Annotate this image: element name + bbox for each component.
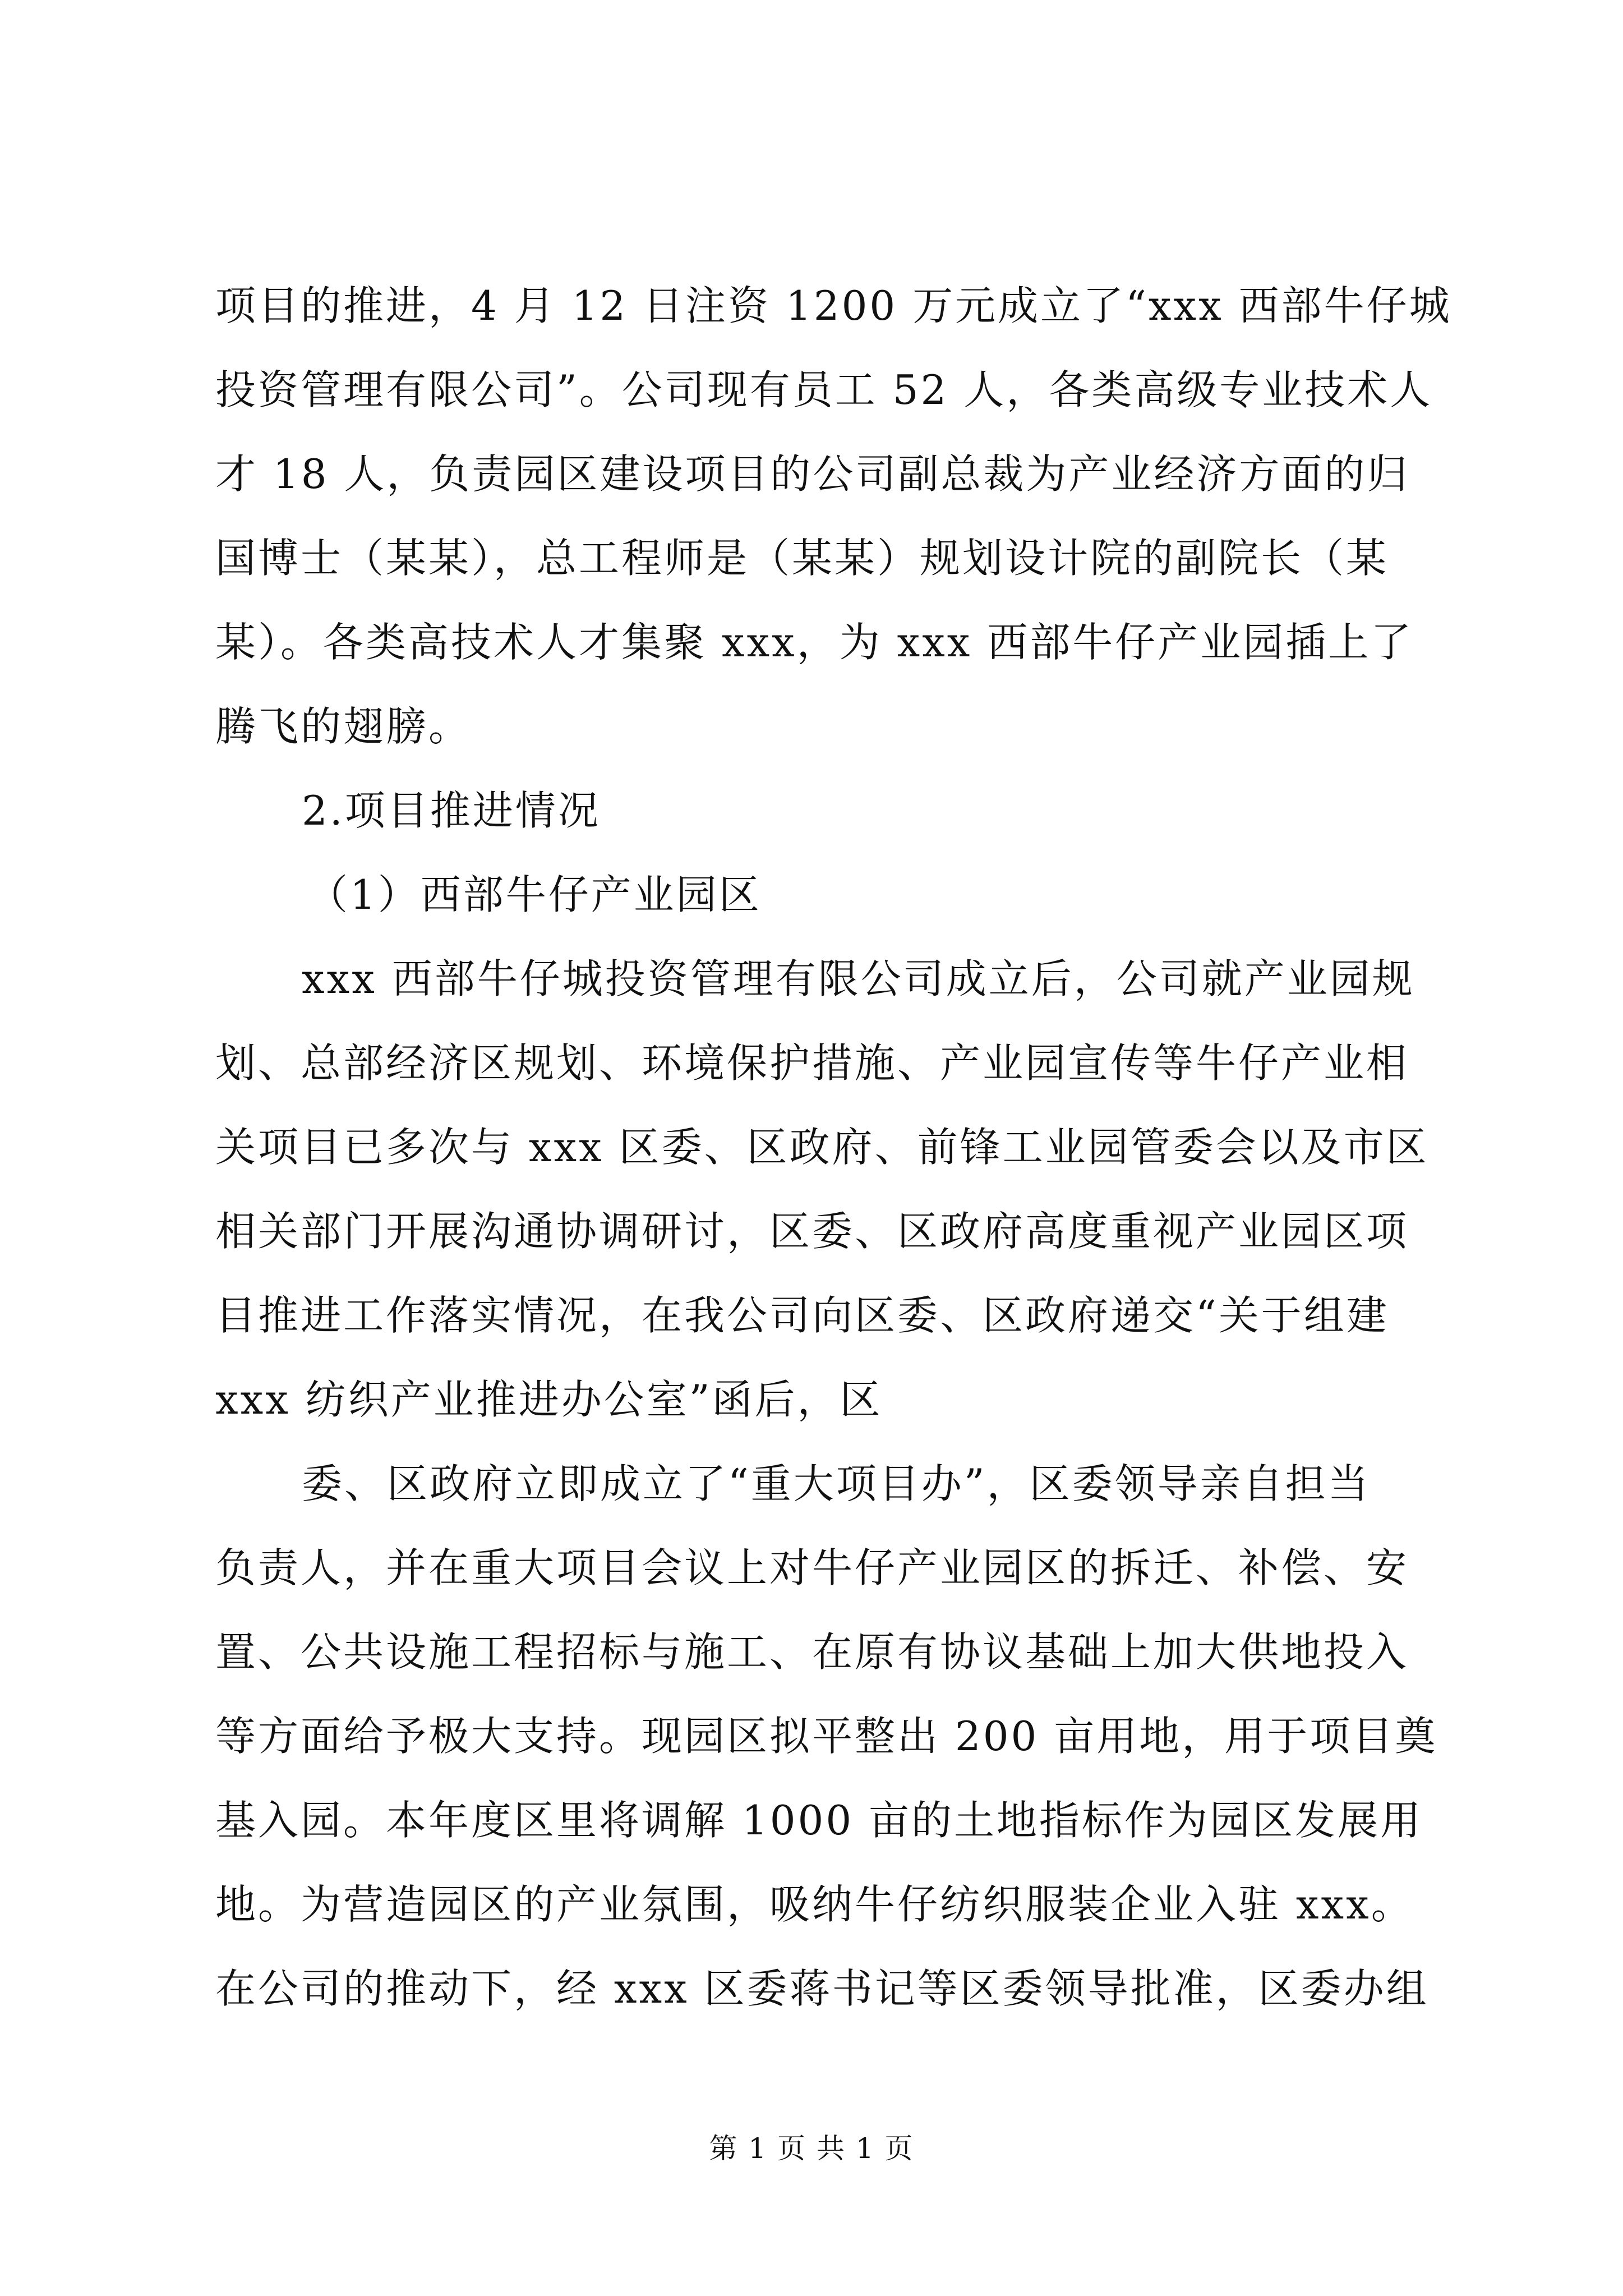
text-line: 等方面给予极大支持。现园区拟平整出 200 亩用地，用于项目奠 — [215, 1713, 1438, 1760]
text-line: 才 18 人，负责园区建设项目的公司副总裁为产业经济方面的归 — [215, 450, 1410, 498]
text-line: 在公司的推动下，经 xxx 区委蒋书记等区委领导批准，区委办组 — [215, 1965, 1429, 2012]
section-heading: 2.项目推进情况 — [302, 787, 601, 834]
text-line: 委、区政府立即成立了“重大项目办”，区委领导亲自担当 — [302, 1460, 1371, 1507]
text-line: 投资管理有限公司”。公司现有员工 52 人，各类高级专业技术人 — [215, 366, 1433, 413]
text-line: 置、公共设施工程招标与施工、在原有协议基础上加大供地投入 — [215, 1628, 1409, 1676]
text-line: 目推进工作落实情况，在我公司向区委、区政府递交“关于组建 — [215, 1292, 1389, 1339]
document-body — [215, 264, 1452, 2031]
subsection-heading: （1）西部牛仔产业园区 — [307, 871, 762, 918]
text-line: 基入园。本年度区里将调解 1000 亩的土地指标作为园区发展用 — [215, 1797, 1423, 1844]
text-line: 地。为营造园区的产业氛围，吸纳牛仔纺织服装企业入驻 xxx。 — [215, 1881, 1414, 1928]
text-line: 划、总部经济区规划、环境保护措施、产业园宣传等牛仔产业相 — [215, 1039, 1409, 1087]
text-line: 某）。各类高技术人才集聚 xxx，为 xxx 西部牛仔产业园插上了 — [215, 619, 1414, 666]
text-line: 负责人，并在重大项目会议上对牛仔产业园区的拆迁、补偿、安 — [215, 1544, 1409, 1591]
text-line: xxx 西部牛仔城投资管理有限公司成立后，公司就产业园规 — [302, 955, 1415, 1002]
page-footer: 第 1 页 共 1 页 — [709, 2132, 914, 2165]
text-line: 国博士（某某），总工程师是（某某）规划设计院的副院长（某 — [215, 535, 1389, 582]
text-line: 相关部门开展沟通协调研讨，区委、区政府高度重视产业园区项 — [215, 1208, 1409, 1255]
text-line: 项目的推进，4 月 12 日注资 1200 万元成立了“xxx 西部牛仔城 — [215, 282, 1452, 329]
text-line: 腾飞的翅膀。 — [215, 703, 472, 750]
text-line: 关项目已多次与 xxx 区委、区政府、前锋工业园管委会以及市区 — [215, 1124, 1429, 1171]
text-line: xxx 纺织产业推进办公室”函后，区 — [215, 1376, 883, 1423]
